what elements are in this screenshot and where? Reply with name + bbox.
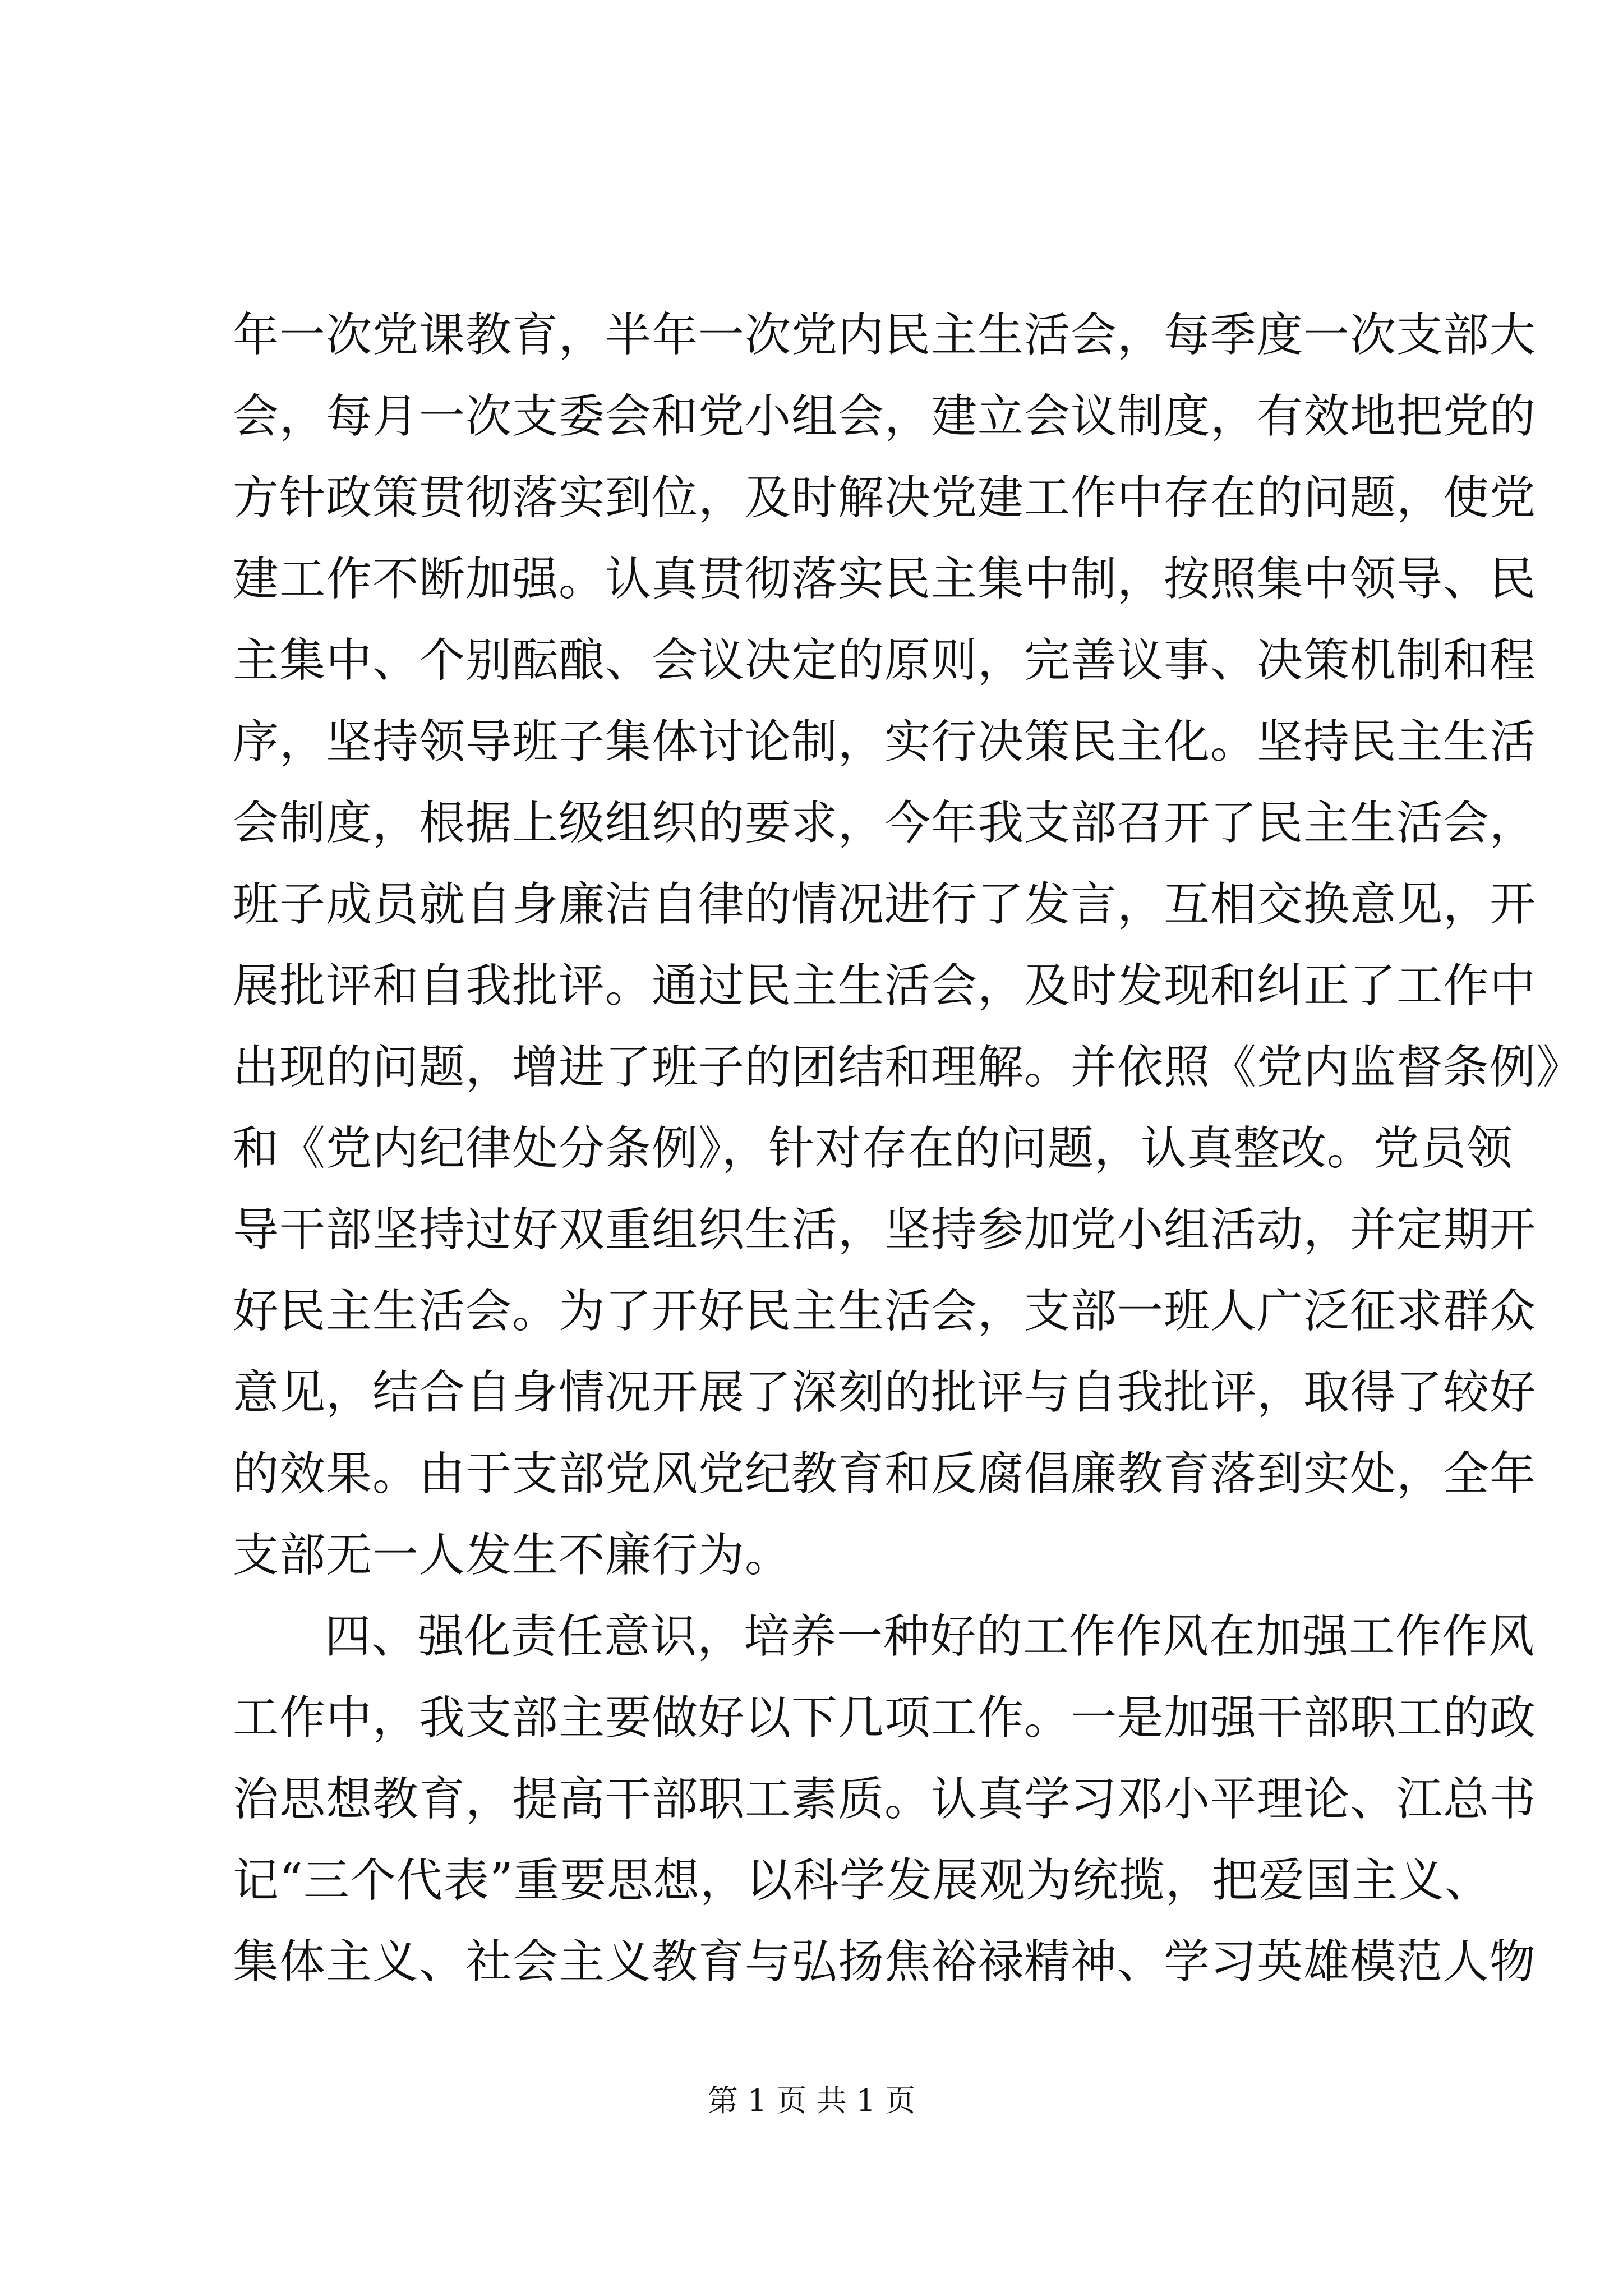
text-line: 年一次党课教育，半年一次党内民主生活会，每季度一次支部大 [233,309,1537,362]
text-line: 好民主生活会。为了开好民主生活会，支部一班人广泛征求群众 [233,1285,1537,1338]
document-body [233,295,1583,2003]
text-line: 序，坚持领导班子集体讨论制，实行决策民主化。坚持民主生活 [233,715,1537,769]
text-line: 会，每月一次支委会和党小组会，建立会议制度，有效地把党的 [233,390,1537,443]
text-line-paragraph-start: 四、强化责任意识，培养一种好的工作作风在加强工作作风 [325,1610,1536,1663]
text-line: 治思想教育，提高干部职工素质。认真学习邓小平理论、江总书 [233,1773,1537,1826]
text-line: 集体主义、社会主义教育与弘扬焦裕禄精神、学习英雄模范人物 [233,1935,1537,1989]
text-line: 的效果。由于支部党风党纪教育和反腐倡廉教育落到实处，全年 [233,1447,1537,1501]
text-line: 和《党内纪律处分条例》，针对存在的问题，认真整改。党员领 [233,1122,1514,1175]
text-line-paragraph-end: 支部无一人发生不廉行为。 [233,1529,792,1582]
text-line: 导干部坚持过好双重组织生活，坚持参加党小组活动，并定期开 [233,1203,1537,1257]
text-line: 主集中、个别酝酿、会议决定的原则，完善议事、决策机制和程 [233,634,1537,687]
text-line: 记“三个代表”重要思想，以科学发展观为统揽，把爱国主义、 [233,1854,1491,1907]
text-line: 会制度，根据上级组织的要求，今年我支部召开了民主生活会， [233,797,1537,850]
page-number-footer: 第 1 页 共 1 页 [707,2083,916,2118]
text-line: 工作中，我支部主要做好以下几项工作。一是加强干部职工的政 [233,1691,1537,1745]
text-line: 出现的问题，增进了班子的团结和理解。并依照《党内监督条例》 [233,1041,1583,1094]
text-line: 班子成员就自身廉洁自律的情况进行了发言，互相交换意见，开 [233,878,1537,931]
text-line: 建工作不断加强。认真贯彻落实民主集中制，按照集中领导、民 [233,553,1537,606]
text-line: 展批评和自我批评。通过民主生活会，及时发现和纠正了工作中 [233,959,1537,1013]
text-line: 方针政策贯彻落实到位，及时解决党建工作中存在的问题，使党 [233,471,1537,524]
text-line: 意见，结合自身情况开展了深刻的批评与自我批评，取得了较好 [233,1366,1537,1419]
